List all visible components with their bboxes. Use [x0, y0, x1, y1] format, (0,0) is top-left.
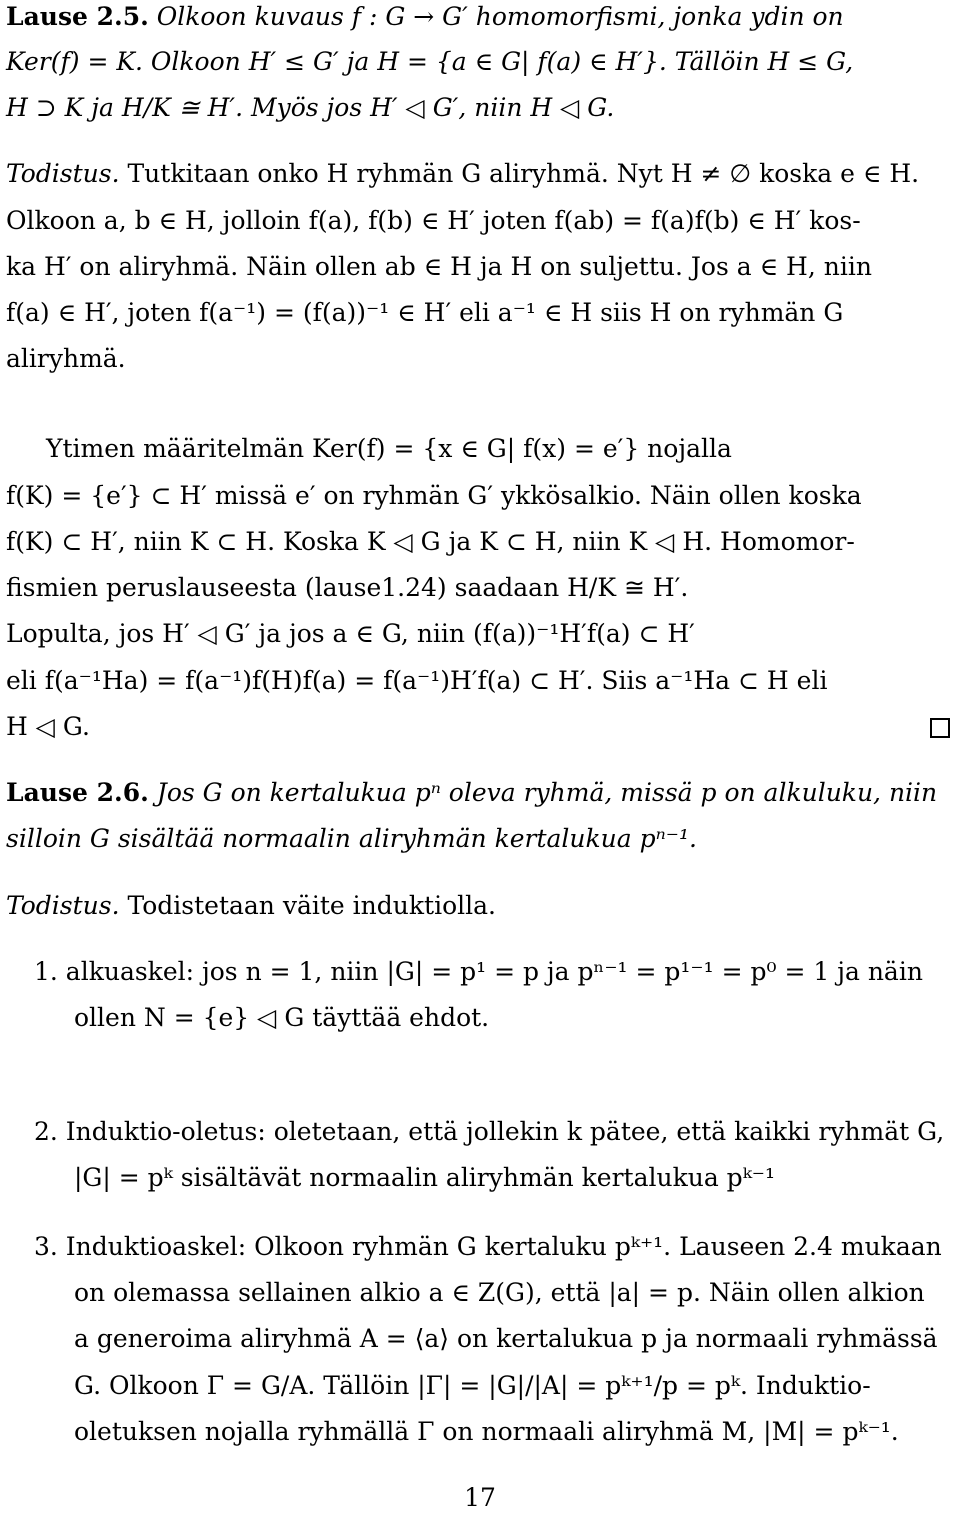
proof-1-para2-line-1: Ytimen määritelmän Ker(f) = {x ∈ G| f(x) = e′} nojalla [46, 434, 732, 463]
qed-square-icon [930, 718, 950, 738]
proof-1-para2-line-6: eli f(a⁻¹Ha) = f(a⁻¹)f(H)f(a) = f(a⁻¹)H′f(a) ⊂ H′. Siis a⁻¹Ha ⊂ H eli [6, 666, 828, 695]
page-number: 17 [464, 1483, 496, 1512]
theorem-2-5-line-1 [6, 2, 844, 32]
theorem-2-6-line-1 [6, 778, 937, 808]
proof-1-para2-line-5: Lopulta, jos H′ ◁ G′ ja jos a ∈ G, niin (f(a))⁻¹H′f(a) ⊂ H′ [6, 619, 695, 648]
theorem-text: Jos G on kertalukua pⁿ oleva ryhmä, missä p on alkuluku, niin [156, 778, 938, 807]
item-3-line-4: G. Olkoon Γ = G/A. Tällöin |Γ| = |G|/|A| = pᵏ⁺¹/p = pᵏ. Induktio- [74, 1371, 871, 1400]
theorem-2-5-line-2: Ker(f) = K. Olkoon H′ ≤ G′ ja H = {a ∈ G| f(a) ∈ H′}. Tällöin H ≤ G, [6, 47, 854, 76]
item-3-line-2: on olemassa sellainen alkio a ∈ Z(G), että |a| = p. Näin ollen alkion [74, 1278, 925, 1307]
item-3-line-1: 3. Induktioaskel: Olkoon ryhmän G kertaluku pᵏ⁺¹. Lauseen 2.4 mukaan [34, 1232, 942, 1261]
proof-1-line-4: f(a) ∈ H′, joten f(a⁻¹) = (f(a))⁻¹ ∈ H′ eli a⁻¹ ∈ H siis H on ryhmän G [6, 298, 844, 327]
item-2-line-1: 2. Induktio-oletus: oletetaan, että jollekin k pätee, että kaikki ryhmät G, [34, 1117, 945, 1146]
proof-1-line-5: aliryhmä. [6, 344, 126, 373]
item-3-line-3: a generoima aliryhmä A = ⟨a⟩ on kertalukua p ja normaali ryhmässä [74, 1324, 938, 1353]
theorem-label: Lause 2.5. [6, 2, 149, 31]
theorem-label: Lause 2.6. [6, 778, 149, 807]
proof-1-line-3: ka H′ on aliryhmä. Näin ollen ab ∈ H ja H on suljettu. Jos a ∈ H, niin [6, 252, 872, 281]
proof-1-para2-line-3: f(K) ⊂ H′, niin K ⊂ H. Koska K ◁ G ja K ⊂ H, niin K ◁ H. Homomor- [6, 527, 855, 556]
theorem-2-6-line-2: silloin G sisältää normaalin aliryhmän kertalukua pⁿ⁻¹. [6, 824, 697, 853]
theorem-text: Olkoon kuvaus f : G → G′ homomorfismi, jonka ydin on [156, 2, 844, 31]
proof-1-line-1 [6, 159, 919, 189]
proof-label: Todistus. [6, 159, 120, 188]
theorem-2-5-line-3: H ⊃ K ja H/K ≅ H′. Myös jos H′ ◁ G′, niin H ◁ G. [6, 93, 615, 122]
proof-1-para2-line-4: fismien peruslauseesta (lause1.24) saadaan H/K ≅ H′. [6, 573, 689, 602]
proof-1-para2-line-2: f(K) = {e′} ⊂ H′ missä e′ on ryhmän G′ ykkösalkio. Näin ollen koska [6, 481, 862, 510]
proof-1-line-2: Olkoon a, b ∈ H, jolloin f(a), f(b) ∈ H′ joten f(ab) = f(a)f(b) ∈ H′ kos- [6, 206, 861, 235]
proof-2-line-1 [6, 891, 496, 921]
item-1-line-1: 1. alkuaskel: jos n = 1, niin |G| = p¹ = p ja pⁿ⁻¹ = p¹⁻¹ = p⁰ = 1 ja näin [34, 957, 923, 986]
proof-text: Tutkitaan onko H ryhmän G aliryhmä. Nyt H ≠ ∅ koska e ∈ H. [127, 159, 920, 188]
proof-label: Todistus. [6, 891, 120, 920]
item-3-line-5: oletuksen nojalla ryhmällä Γ on normaali aliryhmä M, |M| = pᵏ⁻¹. [74, 1417, 899, 1446]
proof-1-para2-line-7: H ◁ G. [6, 712, 90, 741]
item-1-line-2: ollen N = {e} ◁ G täyttää ehdot. [74, 1003, 490, 1032]
item-2-line-2: |G| = pᵏ sisältävät normaalin aliryhmän kertalukua pᵏ⁻¹ [74, 1163, 776, 1192]
proof-text: Todistetaan väite induktiolla. [127, 891, 496, 920]
